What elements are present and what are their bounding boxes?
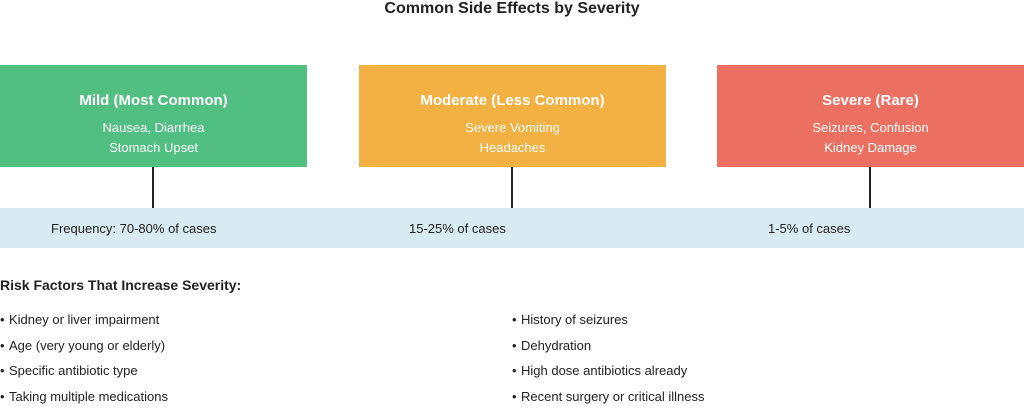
risk-factor-text: Kidney or liver impairment [9,312,159,327]
mild-severity-box [0,65,307,167]
moderate-severity-box [359,65,666,167]
bullet-icon: • [0,384,9,409]
moderate-box-line-1: Severe Vomiting [359,118,666,138]
risk-factor-item [512,333,705,359]
risk-factor-text: Specific antibiotic type [9,363,138,378]
bullet-icon: • [512,384,521,409]
risk-factor-text: Age (very young or elderly) [9,338,165,353]
risk-factor-item [0,307,168,333]
bullet-icon: • [0,333,9,359]
mild-box-line-1: Nausea, Diarrhea [0,118,307,138]
severe-box-title: Severe (Rare) [717,92,1024,110]
bullet-icon: • [0,307,9,333]
severe-frequency-label: 1-5% of cases [768,221,850,236]
bullet-icon: • [512,333,521,359]
risk-factor-item [512,307,705,333]
moderate-box-line-2: Headaches [359,138,666,158]
moderate-connector-line [511,167,513,209]
risk-factor-item [0,384,168,409]
risk-factor-item [512,358,705,384]
risk-factors-right-list [512,307,705,409]
risk-factor-text: High dose antibiotics already [521,363,687,378]
severe-severity-box [717,65,1024,167]
risk-factors-left-list [0,307,168,409]
diagram-title: Common Side Effects by Severity [0,0,1024,18]
severe-connector-line [869,167,871,209]
risk-factor-text: Recent surgery or critical illness [521,389,705,404]
bullet-icon: • [512,358,521,384]
risk-factor-item [0,333,168,359]
moderate-box-title: Moderate (Less Common) [359,92,666,110]
mild-box-title: Mild (Most Common) [0,92,307,110]
risk-factor-item [512,384,705,409]
risk-factor-text: History of seizures [521,312,628,327]
risk-factor-text: Dehydration [521,338,591,353]
risk-factors-heading: Risk Factors That Increase Severity: [0,277,241,293]
moderate-frequency-label: 15-25% of cases [409,221,506,236]
mild-connector-line [152,167,154,209]
bullet-icon: • [512,307,521,333]
mild-frequency-label: Frequency: 70-80% of cases [51,221,216,236]
severe-box-line-2: Kidney Damage [717,138,1024,158]
risk-factor-text: Taking multiple medications [9,389,168,404]
severe-box-line-1: Seizures, Confusion [717,118,1024,138]
mild-box-line-2: Stomach Upset [0,138,307,158]
risk-factor-item [0,358,168,384]
bullet-icon: • [0,358,9,384]
